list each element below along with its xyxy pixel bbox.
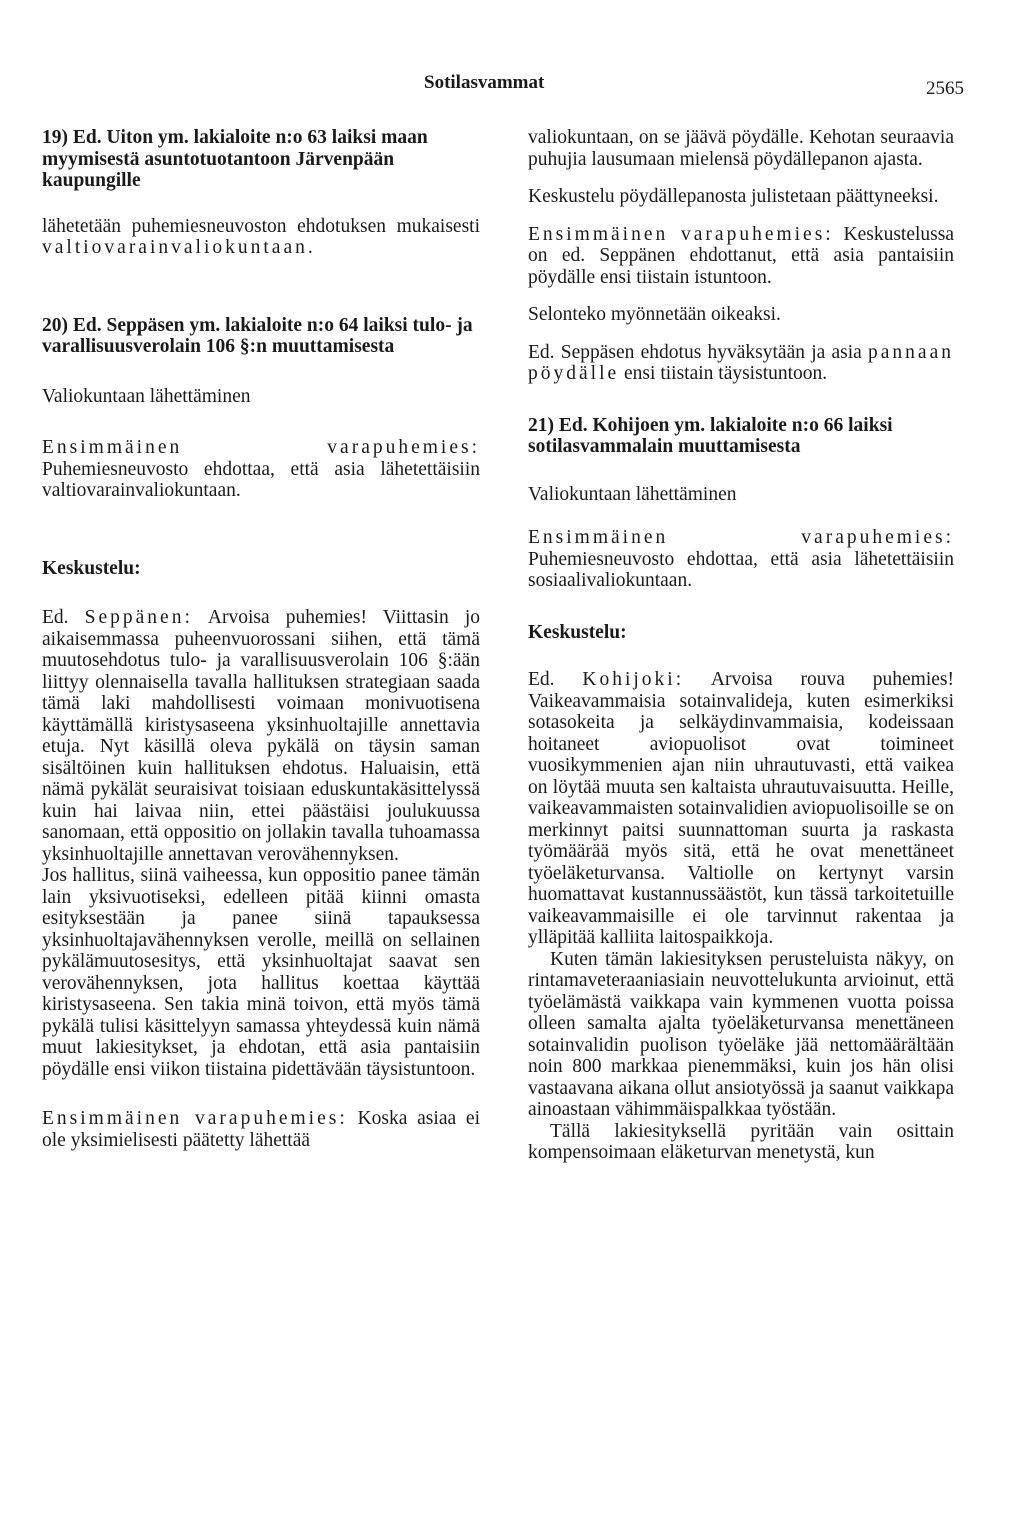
running-title: Sotilasvammat	[424, 72, 545, 93]
item20-proposal	[42, 437, 480, 502]
kohijoki-speech	[528, 669, 954, 1164]
summary-text: Keskustelussa on ed. Seppänen ehdottanut, että asia pantaisiin pöydälle ensi tiistain istuntoon.	[528, 223, 954, 288]
deputy-speaker-summary	[528, 224, 954, 289]
right-column	[528, 127, 954, 1180]
item20-proposal-text: Puhemiesneuvosto ehdottaa, että asia lähetettäisiin valtiovarainvaliokuntaan.	[42, 458, 480, 501]
speaker-first-deputy-speaker-2: Ensimmäinen varapuhemies:	[42, 1108, 348, 1129]
item21-proposal	[528, 527, 954, 592]
deputy-remark-text: Koska asiaa ei ole yksimielisesti päätetty lähettää	[42, 1108, 480, 1151]
item21-subheading: Valiokuntaan lähettäminen	[528, 483, 737, 505]
continued-text: valiokuntaan, on se jäävä pöydälle. Kehotan seuraavia puhujia lausumaan mielensä pöydällepanon ajasta.	[528, 127, 954, 170]
kohijoki-speech-p2: Kuten tämän lakiesityksen perusteluista näkyy, on rintamaveteraaniasiain neuvottelukunta arvioinut, että työelämästä vaikkapa vain kymmenen vuotta poissa olleen samalta ajalta työeläketurvansa menettäneen sotainvalidin puolison työeläke jää nettomäärältään noin 800 markkaa pienemmäksi, kuin jos hän olisi vastaavana aikana ollut ansiotyössä ja saanut vaikkapa ainoastaan vähimmäispalkkaa työstään.	[528, 948, 954, 1120]
discussion-closed: Keskustelu pöydällepanosta julistetaan päättyneeksi.	[528, 186, 939, 207]
seppanen-p1-text: Arvoisa puhemies! Viittasin jo aikaisemmassa puheenvuorossani siihen, että tämä muutosehdotus tulo- ja varallisuusverolain 106 §:ään liittyy olennaisella tavalla hallituksen strategiaan saada tämä laki mahdollisesti voimaan monivuotisena käyttämällä kiristysaseena yksinhuoltajille annettavia etuja. Nyt käsillä oleva pykälä on täysin saman sisältöinen kuin hallituksen ehdotus. Haluaisin, että nämä pykälät seuraisivat toisiaan eduskuntakäsittelyssä kuin hai laivaa niin, ettei päästäisi joulukuussa sanomaan, että oppositio on jollakin tavalla tuhoamassa yksinhuoltajille annettavan verovähennyksen.	[42, 607, 480, 865]
seppanen-speech-p2: Jos hallitus, siinä vaiheessa, kun oppositio panee tämän lain yksivuotiseksi, edelleen pitää kiinni omasta esityksestään ja panee siinä tapauksessa yksinhuoltajavähennyksen verolle, meillä on sellainen pykälämuutosesitys, että yksinhuoltajat saavat sen verovähennyksen, jota hallitus koettaa käyttää kiristysaseena. Sen takia minä toivon, että myös tämä pykälä tulisi käsittelyyn samassa yhteydessä kuin nämä muut lakiesitykset, ja ehdotan, että asia pantaisiin pöydälle ensi viikon tiistaina pidettävään täysistuntoon.	[42, 865, 480, 1080]
speaker-prefix: Ed.	[42, 607, 85, 628]
seppanen-speech	[42, 607, 480, 1080]
speaker-first-deputy-speaker-4: Ensimmäinen varapuhemies:	[528, 527, 954, 548]
item20-subheading: Valiokuntaan lähettäminen	[42, 385, 251, 407]
kohijoki-speech-p1	[528, 669, 954, 949]
page-number: 2565	[926, 78, 964, 99]
discussion-heading-2: Keskustelu:	[528, 621, 627, 643]
statement-approved: Selonteko myönnetään oikeaksi.	[528, 304, 781, 325]
item19-decision	[42, 216, 480, 259]
item19-heading: 19) Ed. Uiton ym. lakialoite n:o 63 laiksi maan myymisestä asuntotuotantoon Järvenpään kaupungille	[42, 127, 428, 191]
item19-decision-committee: valtiovarainvaliokuntaan.	[42, 237, 316, 258]
speaker-kohijoki: Kohijoki:	[582, 669, 685, 690]
item21-proposal-text: Puhemiesneuvosto ehdottaa, että asia lähetettäisiin sosiaalivaliokuntaan.	[528, 548, 954, 591]
speaker-first-deputy-speaker: Ensimmäinen varapuhemies:	[42, 437, 480, 458]
page-header	[0, 72, 1024, 102]
kohijoki-p1-text: Arvoisa rouva puhemies! Vaikeavammaisia sotainvalideja, kuten esimerkiksi sotasokeita ja selkäydinvammaisia, kodeissaan hoitaneet aviopuolisot ovat toimineet vuosikymmenien ajan niin uhrautuvasti, että vaikea on löytää muuta sen kaltaista uhrautuvaisuutta. Heille, vaikeavammaisten sotainvalidien aviopuolisoille se on merkinnyt paitsi suunnattoman suurta ja raskasta työmäärää myös sitä, että he ovat menettäneet työeläketurvansa. Valtiolle on kertynyt varsin huomattavat kustannussäästöt, kun tässä tarkoitetuille vaikeavammaisille ei ole tarvinnut rakentaa ja ylläpitää kalliita laitospaikkoja.	[528, 669, 954, 948]
decision-tabled: pannaan pöydälle	[528, 341, 954, 384]
decision-text-post: ensi tiistain täysistuntoon.	[619, 363, 828, 384]
seppanen-decision	[528, 342, 954, 385]
item21-heading: 21) Ed. Kohijoen ym. lakialoite n:o 66 laiksi sotilasvammalain muuttamisesta	[528, 414, 893, 457]
deputy-speaker-remark	[42, 1108, 480, 1151]
seppanen-speech-p1	[42, 607, 480, 865]
item20-heading: 20) Ed. Seppäsen ym. lakialoite n:o 64 laiksi tulo- ja varallisuusverolain 106 §:n muuttamisesta	[42, 314, 473, 357]
speaker-prefix-2: Ed.	[528, 669, 583, 690]
speaker-seppanen: Seppänen:	[84, 607, 193, 628]
speaker-first-deputy-speaker-3: Ensimmäinen varapuhemies:	[528, 223, 834, 245]
item19-decision-text: lähetetään puhemiesneuvoston ehdotuksen mukaisesti	[42, 215, 480, 237]
kohijoki-speech-p3: Tällä lakiesityksellä pyritään vain osittain kompensoimaan eläketurvan menetystä, kun	[528, 1120, 954, 1163]
left-column	[42, 127, 480, 1167]
decision-text-pre: Ed. Seppäsen ehdotus hyväksytään ja asia	[528, 341, 869, 363]
discussion-heading: Keskustelu:	[42, 557, 141, 579]
